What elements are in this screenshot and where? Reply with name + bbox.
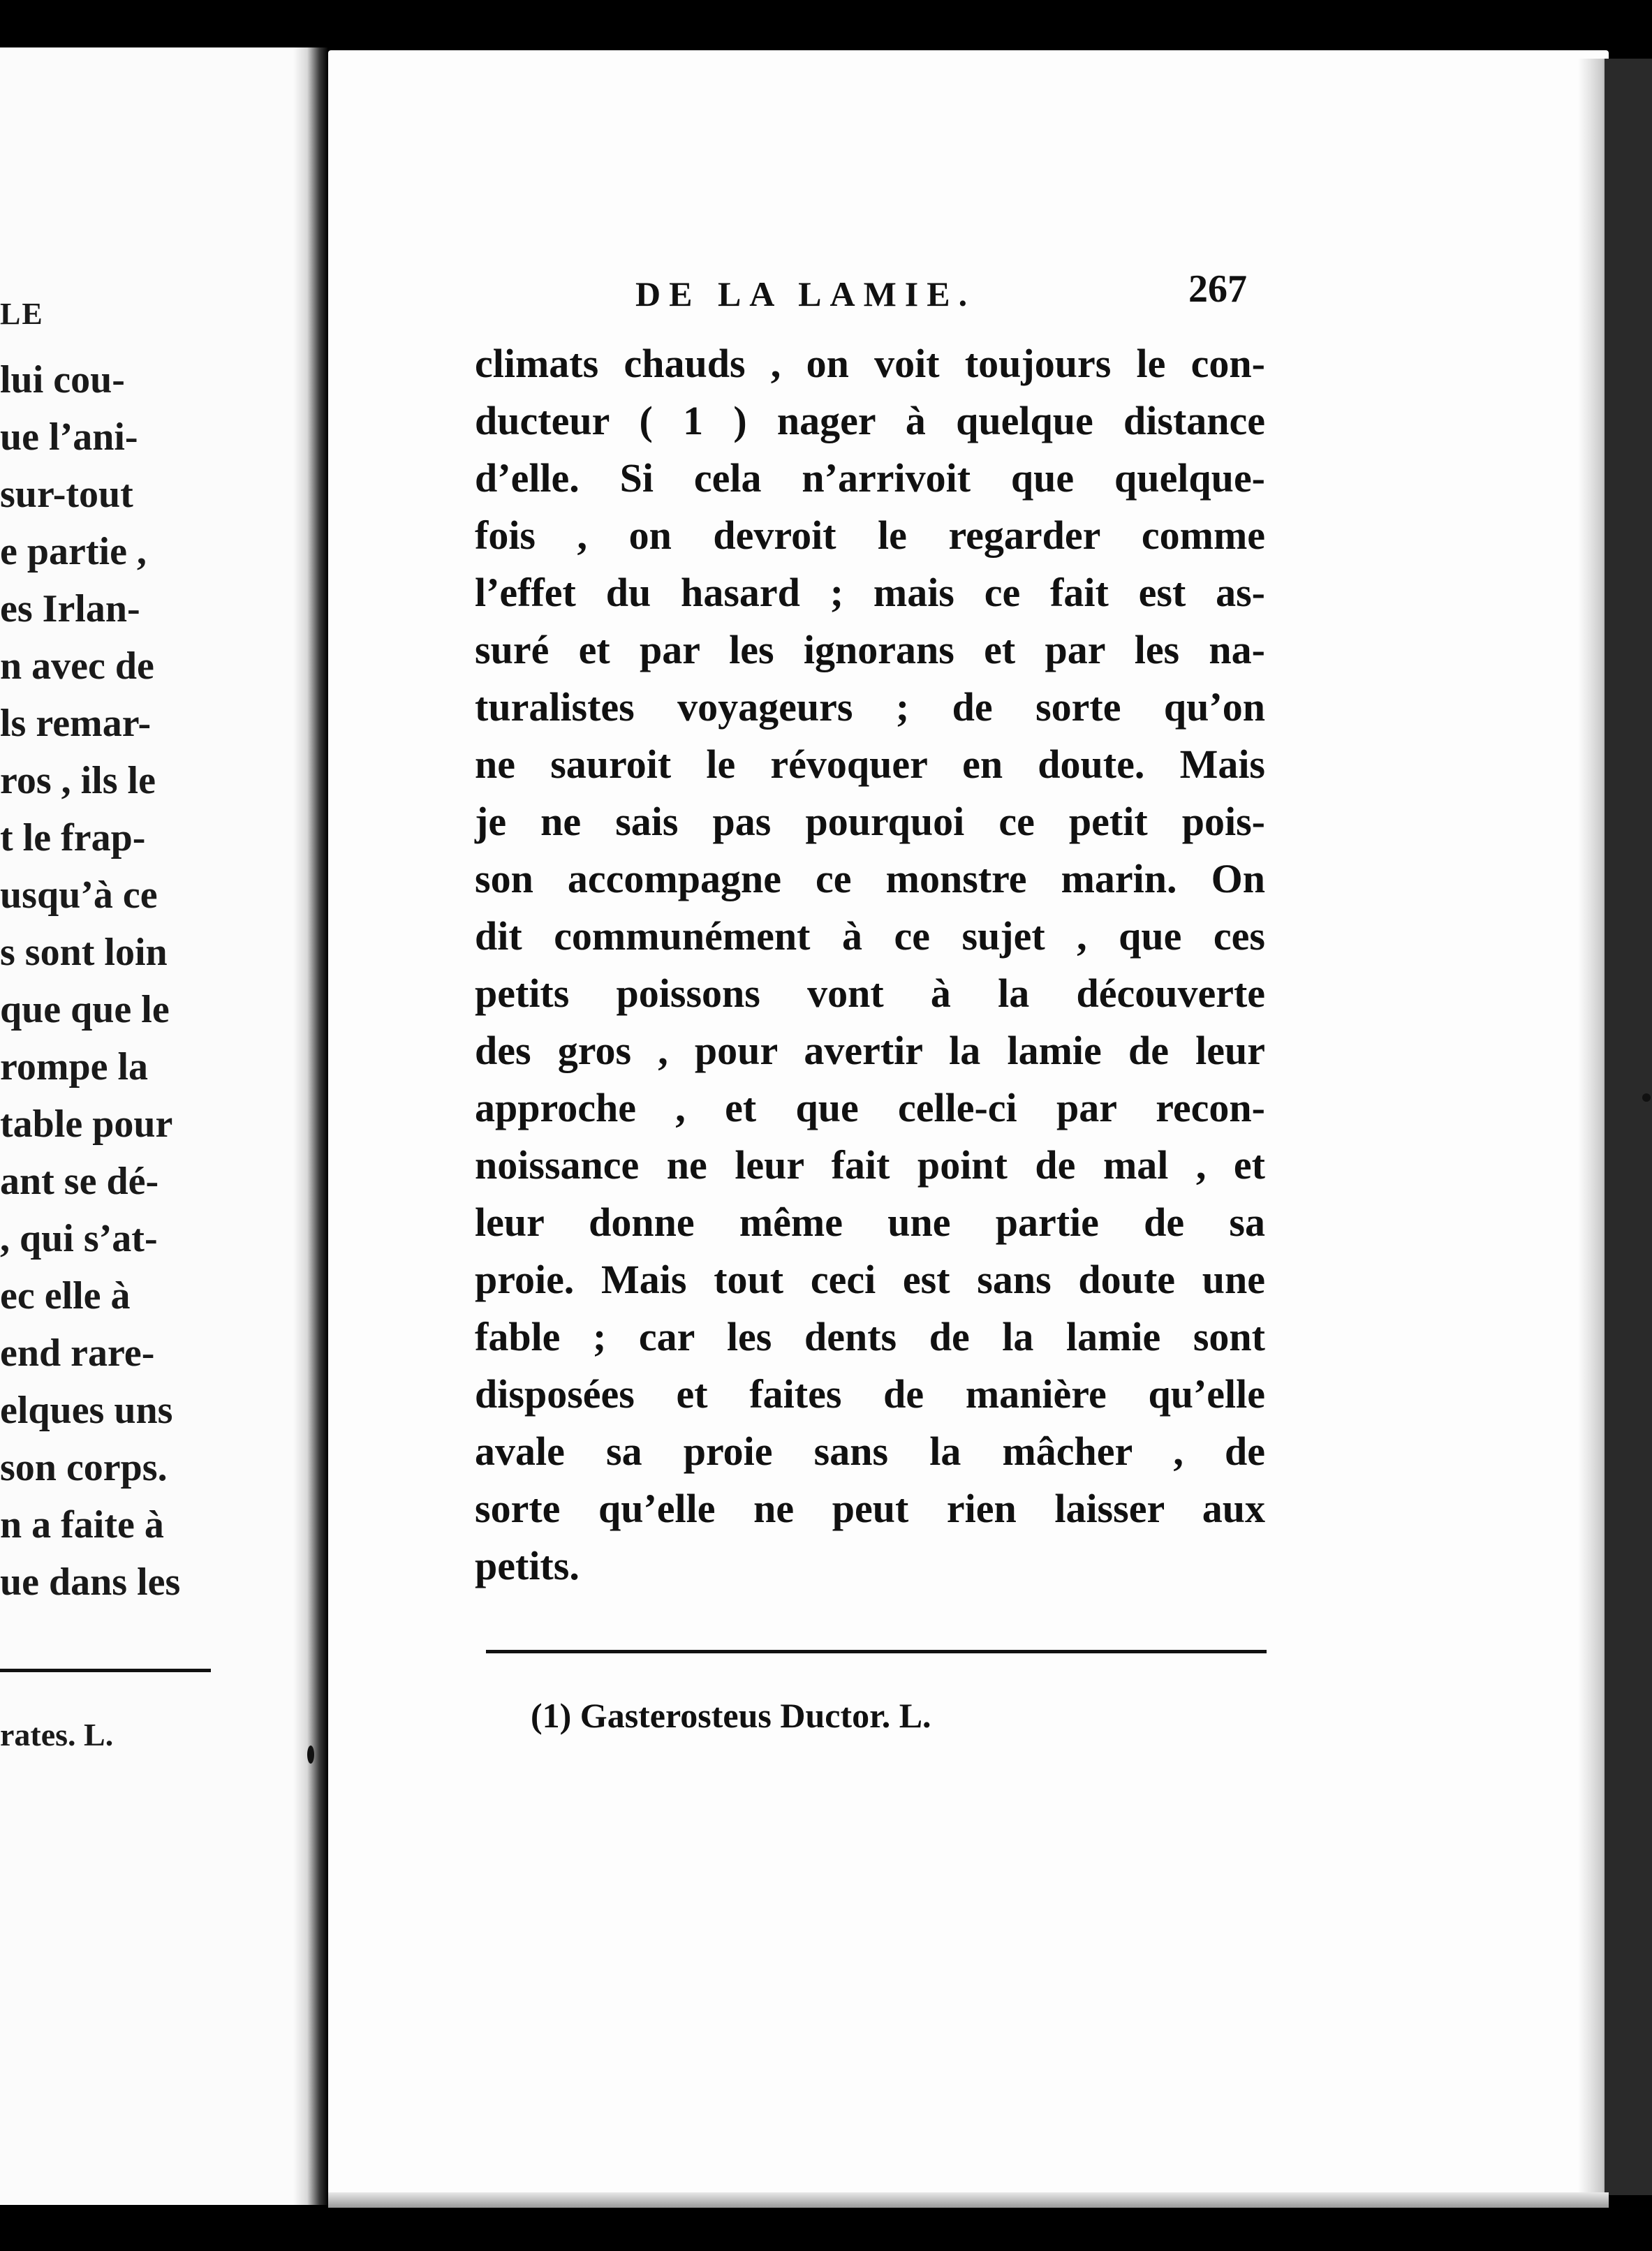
scan-speck: [1642, 1093, 1651, 1102]
body-text-line: petits poissons vont à la découverte: [475, 970, 1265, 1016]
body-text-line: petits.: [475, 1543, 580, 1588]
left-footnote: rates. L.: [0, 1717, 114, 1752]
left-text-line: son corps.: [0, 1446, 168, 1489]
body-text-line: son accompagne ce monstre marin. On: [475, 856, 1265, 901]
body-text-line: je ne sais pas pourquoi ce petit pois-: [475, 799, 1265, 844]
footnote-rule: [486, 1650, 1267, 1653]
running-head: DE LA LAMIE.: [635, 274, 976, 313]
left-text-line: , qui s’at-: [0, 1217, 158, 1260]
left-text-line: s sont loin: [0, 931, 168, 974]
left-text-line: rompe la: [0, 1045, 149, 1088]
left-text-line: t le frap-: [0, 816, 146, 859]
left-text-line: n avec de: [0, 644, 154, 688]
left-text-line: end rare-: [0, 1331, 155, 1375]
left-text-line: sur-tout: [0, 473, 133, 516]
body-text-line: fable ; car les dents de la lamie sont: [475, 1314, 1265, 1359]
left-running-head: LE: [0, 297, 44, 331]
left-text-line: table pour: [0, 1102, 173, 1146]
body-text-line: proie. Mais tout ceci est sans doute une: [475, 1257, 1265, 1302]
left-text-line: ue dans les: [0, 1560, 181, 1604]
left-text-line: ls remar-: [0, 702, 152, 745]
gutter-shadow: [293, 47, 328, 2205]
body-text-line: dit communément à ce sujet , que ces: [475, 913, 1265, 959]
page-number: 267: [1188, 267, 1247, 311]
left-text-line: es Irlan-: [0, 587, 140, 630]
left-footnote-rule: [0, 1669, 211, 1672]
body-text-line: ne sauroit le révoquer en doute. Mais: [475, 741, 1265, 787]
left-text-line: ue l’ani-: [0, 415, 138, 459]
body-text-line: turalistes voyageurs ; de sorte qu’on: [475, 684, 1265, 730]
left-text-line: n a faite à: [0, 1503, 164, 1547]
left-text-line: usqu’à ce: [0, 873, 158, 917]
body-text-line: noissance ne leur fait point de mal , et: [475, 1142, 1265, 1188]
body-text-line: suré et par les ignorans et par les na-: [475, 627, 1265, 672]
left-text-line: e partie ,: [0, 530, 147, 573]
body-text-line: disposées et faites de manière qu’elle: [475, 1371, 1265, 1417]
body-text-line: l’effet du hasard ; mais ce fait est as-: [475, 570, 1265, 615]
body-text-line: climats chauds , on voit toujours le con-: [475, 341, 1265, 386]
body-text-line: des gros , pour avertir la lamie de leur: [475, 1028, 1265, 1073]
body-text-line: sorte qu’elle ne peut rien laisser aux: [475, 1486, 1265, 1531]
left-page: [0, 47, 306, 2205]
body-text-line: leur donne même une partie de sa: [475, 1200, 1265, 1245]
left-text-line: lui cou-: [0, 358, 125, 401]
left-text-line: que que le: [0, 988, 170, 1031]
footnote: (1) Gasterosteus Ductor. L.: [531, 1696, 931, 1735]
book-fore-edge: [1605, 59, 1652, 2195]
body-text-line: d’elle. Si cela n’arrivoit que quelque-: [475, 455, 1265, 501]
page-bottom-edge: [328, 2192, 1609, 2208]
body-text-line: avale sa proie sans la mâcher , de: [475, 1429, 1265, 1474]
left-text-line: ec elle à: [0, 1274, 131, 1318]
left-text-line: ant se dé-: [0, 1160, 159, 1203]
left-text-line: ros , ils le: [0, 759, 156, 802]
body-text-line: ducteur ( 1 ) nager à quelque distance: [475, 398, 1265, 443]
left-text-line: elques uns: [0, 1389, 173, 1432]
body-text-line: approche , et que celle-ci par recon-: [475, 1085, 1265, 1130]
scan-speck: [307, 1746, 314, 1764]
body-text-line: fois , on devroit le regarder comme: [475, 512, 1265, 558]
